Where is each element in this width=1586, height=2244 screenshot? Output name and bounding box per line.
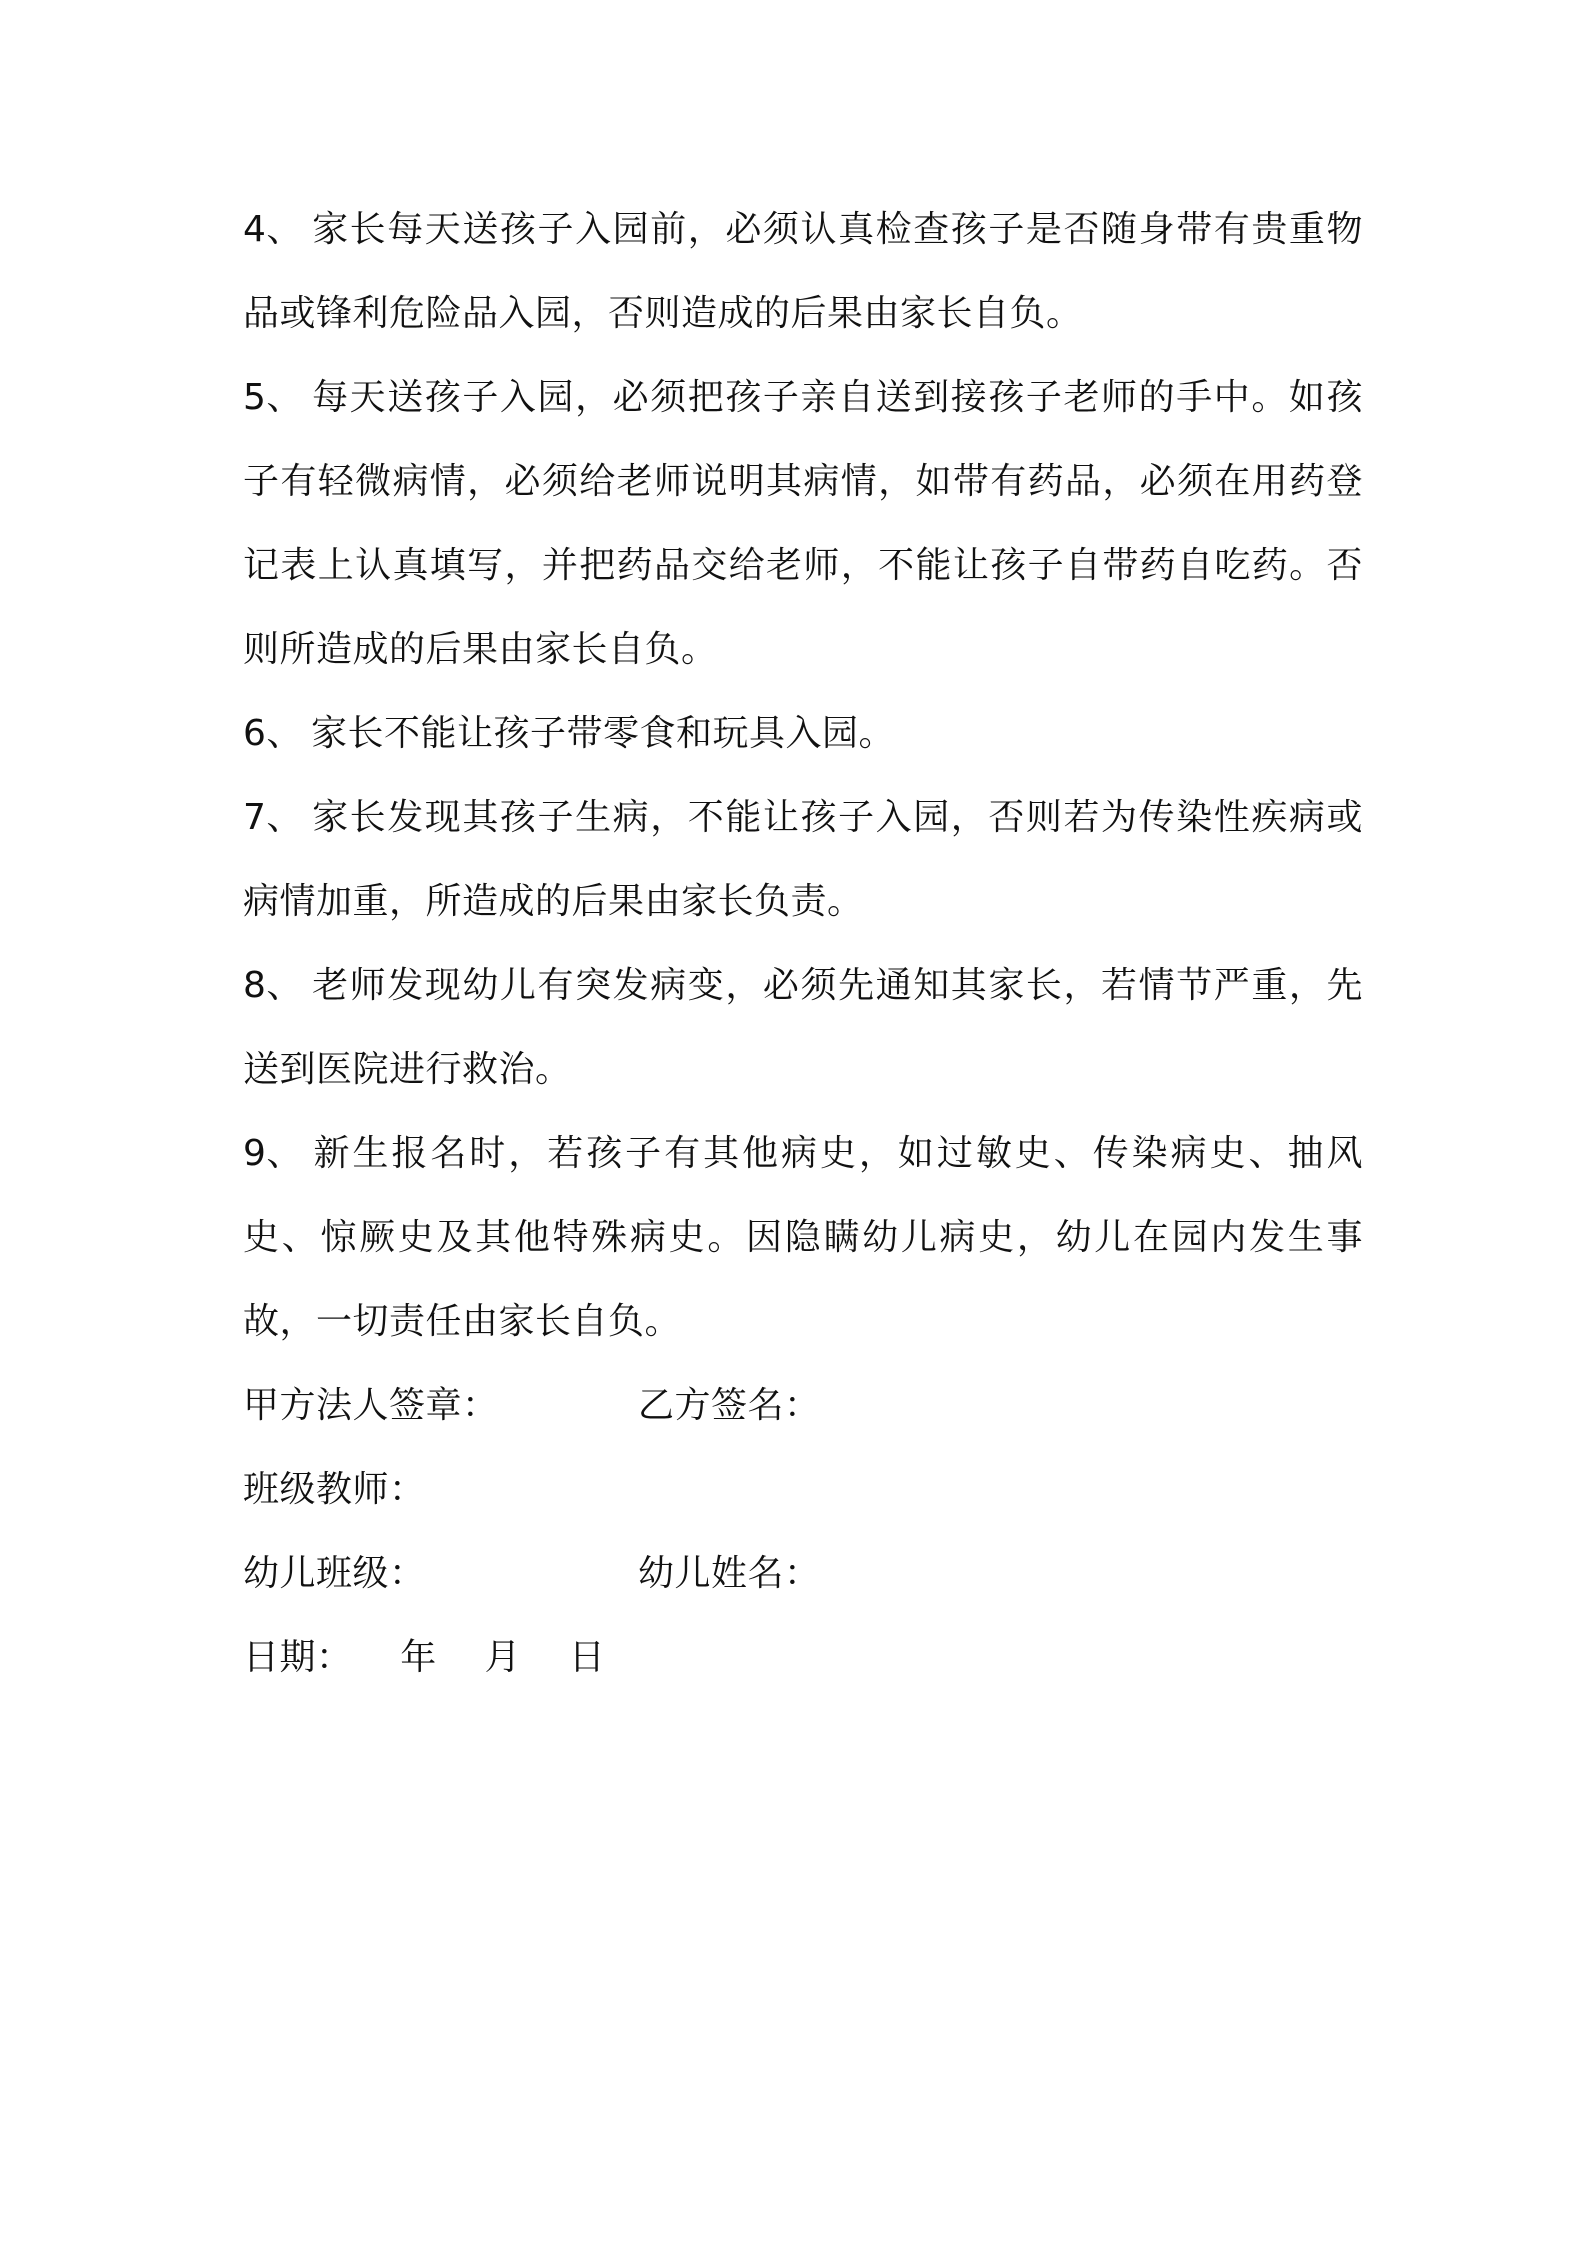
clause-4 [243,188,1363,356]
clause-number: 5、 [243,377,303,418]
signature-row-teacher [243,1448,1363,1532]
clause-8 [243,944,1363,1112]
signature-row-parties [243,1364,1363,1448]
class-teacher-label: 班级教师： [243,1469,426,1510]
clause-5 [243,356,1363,692]
clause-number: 4、 [243,209,303,250]
clause-text: 家长不能让孩子带零食和玩具入园。 [311,713,896,754]
signature-row-date [243,1616,1363,1700]
clause-number: 6、 [243,713,303,754]
clause-text: 每天送孩子入园，必须把孩子亲自送到接孩子老师的手中。如孩子有轻微病情，必须给老师说明其病情，如带有药品，必须在用药登记表上认真填写，并把药品交给老师，不能让孩子自带药自吃药。否则所造成的后果由家长自负。 [243,377,1363,670]
clause-6 [243,692,1363,776]
clause-number: 7、 [243,797,303,838]
signature-row-child [243,1532,1363,1616]
clause-7 [243,776,1363,944]
child-name-label: 幼儿姓名： [638,1553,821,1594]
clause-text: 新生报名时，若孩子有其他病史，如过敏史、传染病史、抽风史、惊厥史及其他特殊病史。因隐瞒幼儿病史，幼儿在园内发生事故，一切责任由家长自负。 [243,1133,1363,1342]
clause-text: 家长每天送孩子入园前，必须认真检查孩子是否随身带有贵重物品或锋利危险品入园，否则造成的后果由家长自负。 [243,209,1363,334]
child-class-label: 幼儿班级： [243,1553,426,1594]
clause-number: 8、 [243,965,303,1006]
clause-9 [243,1112,1363,1364]
clause-number: 9、 [243,1133,303,1174]
date-label: 日期： 年 月 日 [243,1637,606,1678]
clause-text: 家长发现其孩子生病，不能让孩子入园，否则若为传染性疾病或病情加重，所造成的后果由家长负责。 [243,797,1363,922]
party-b-signature-label: 乙方签名： [638,1385,821,1426]
party-a-signature-label: 甲方法人签章： [243,1385,499,1426]
clause-text: 老师发现幼儿有突发病变，必须先通知其家长，若情节严重，先送到医院进行救治。 [243,965,1363,1090]
